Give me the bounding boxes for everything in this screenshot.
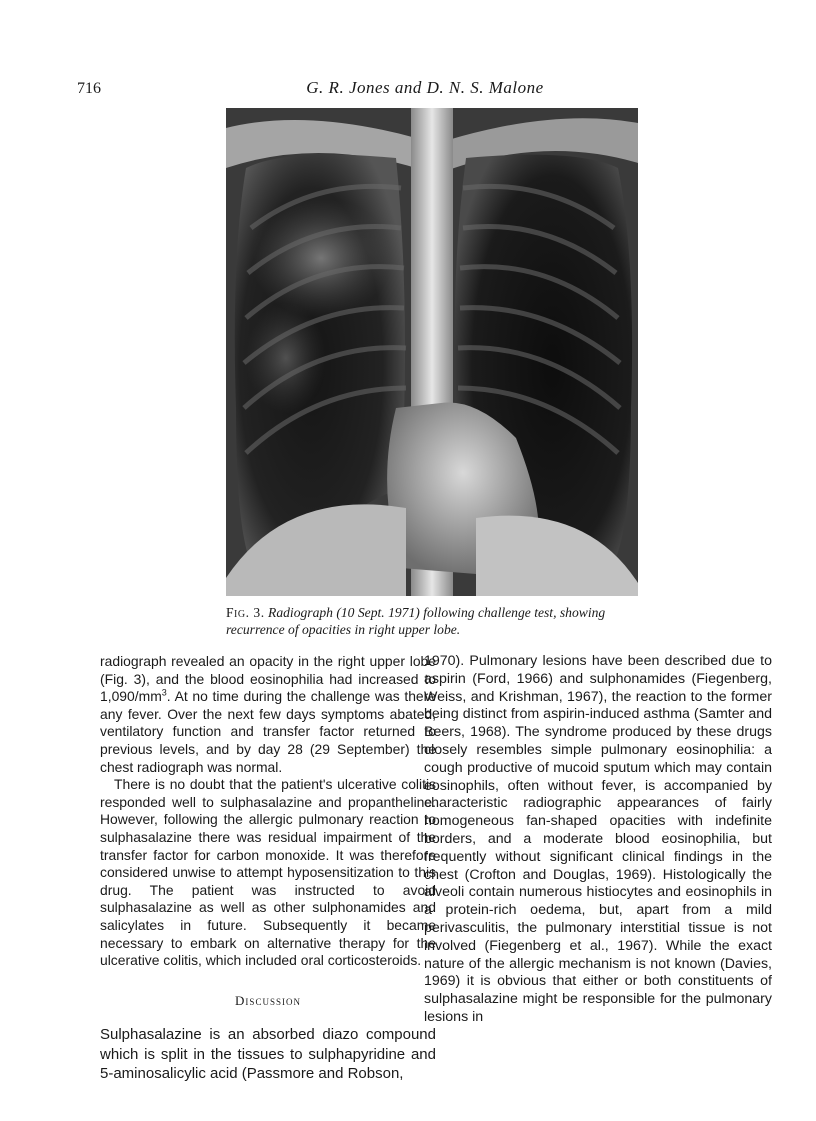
right-paragraph-1: 1970). Pulmonary lesions have been described due to aspirin (Ford, 1966) and sulphonamides (Fiegenberg, Weiss, and Krishman, 1967), the reaction to the former being distinct from aspirin-induced asthma (Samter and Beers, 1968). The syndrome produced by these drugs closely resembles simple pulmonary eosinophilia: a cough productive of mucoid sputum which may contain eosinophils, often without fever, is accompanied by characteristic radiographic appearances of fairly homogeneous fan-shaped opacities with indefinite borders, and a moderate blood eosinophilia, but frequently without significant clinical findings in the chest (Crofton and Douglas, 1969). Histologically the alveoli contain numerous histiocytes and eosinophils in a protein-rich oedema, but, apart from a mild perivasculitis, the pulmonary interstitial tissue is not involved (Fiegenberg et al., 1967). While the exact nature of the allergic mechanism is not known (Davies, 1969) it is obvious that either or both constituents of sulphasalazine might be responsible for the pulmonary lesions in	[424, 653, 772, 1025]
superscript: 3	[161, 687, 167, 698]
page-number: 716	[77, 80, 101, 97]
left-column	[100, 653, 436, 1084]
running-head: G. R. Jones and D. N. S. Malone	[306, 78, 544, 97]
figure-label: Fig. 3.	[226, 605, 265, 620]
chest-radiograph-image	[226, 108, 638, 596]
figure-caption	[226, 604, 646, 638]
figure-caption-text: Radiograph (10 Sept. 1971) following challenge test, showing recurrence of opacities in right upper lobe.	[226, 605, 606, 637]
chest-radiograph-figure	[226, 108, 638, 596]
section-heading-discussion: Discussion	[235, 992, 301, 1008]
left-paragraph-1-rest: . At no time during the challenge was there any fever. Over the next few days symptoms abated, ventilatory function and transfer factor returned to previous levels, and by day 28 (29 September) the chest radiograph was normal.	[100, 688, 436, 775]
discussion-paragraph: Sulphasalazine is an absorbed diazo compound which is split in the tissues to sulphapyridine and 5-aminosalicylic acid (Passmore and Robson,	[100, 1026, 436, 1083]
right-column	[424, 653, 772, 1027]
left-paragraph-1	[100, 653, 436, 776]
left-paragraph-2: There is no doubt that the patient's ulcerative colitis responded well to sulphasalazine and propantheline. However, following the allergic pulmonary reaction to sulphasalazine there was residual impairment of the transfer factor for carbon monoxide. It was therefore considered unwise to attempt hyposensitization to this drug. The patient was instructed to avoid sulphasalazine as well as other sulphonamides and salicylates in future. Subsequently it became necessary to embark on alternative therapy for the ulcerative colitis, which included oral corticosteroids.	[100, 776, 436, 969]
left-paragraph-1-text: radiograph revealed an opacity in the right upper lobe (Fig. 3), and the blood eosinophilia had increased to 1,090/mm	[100, 653, 436, 705]
